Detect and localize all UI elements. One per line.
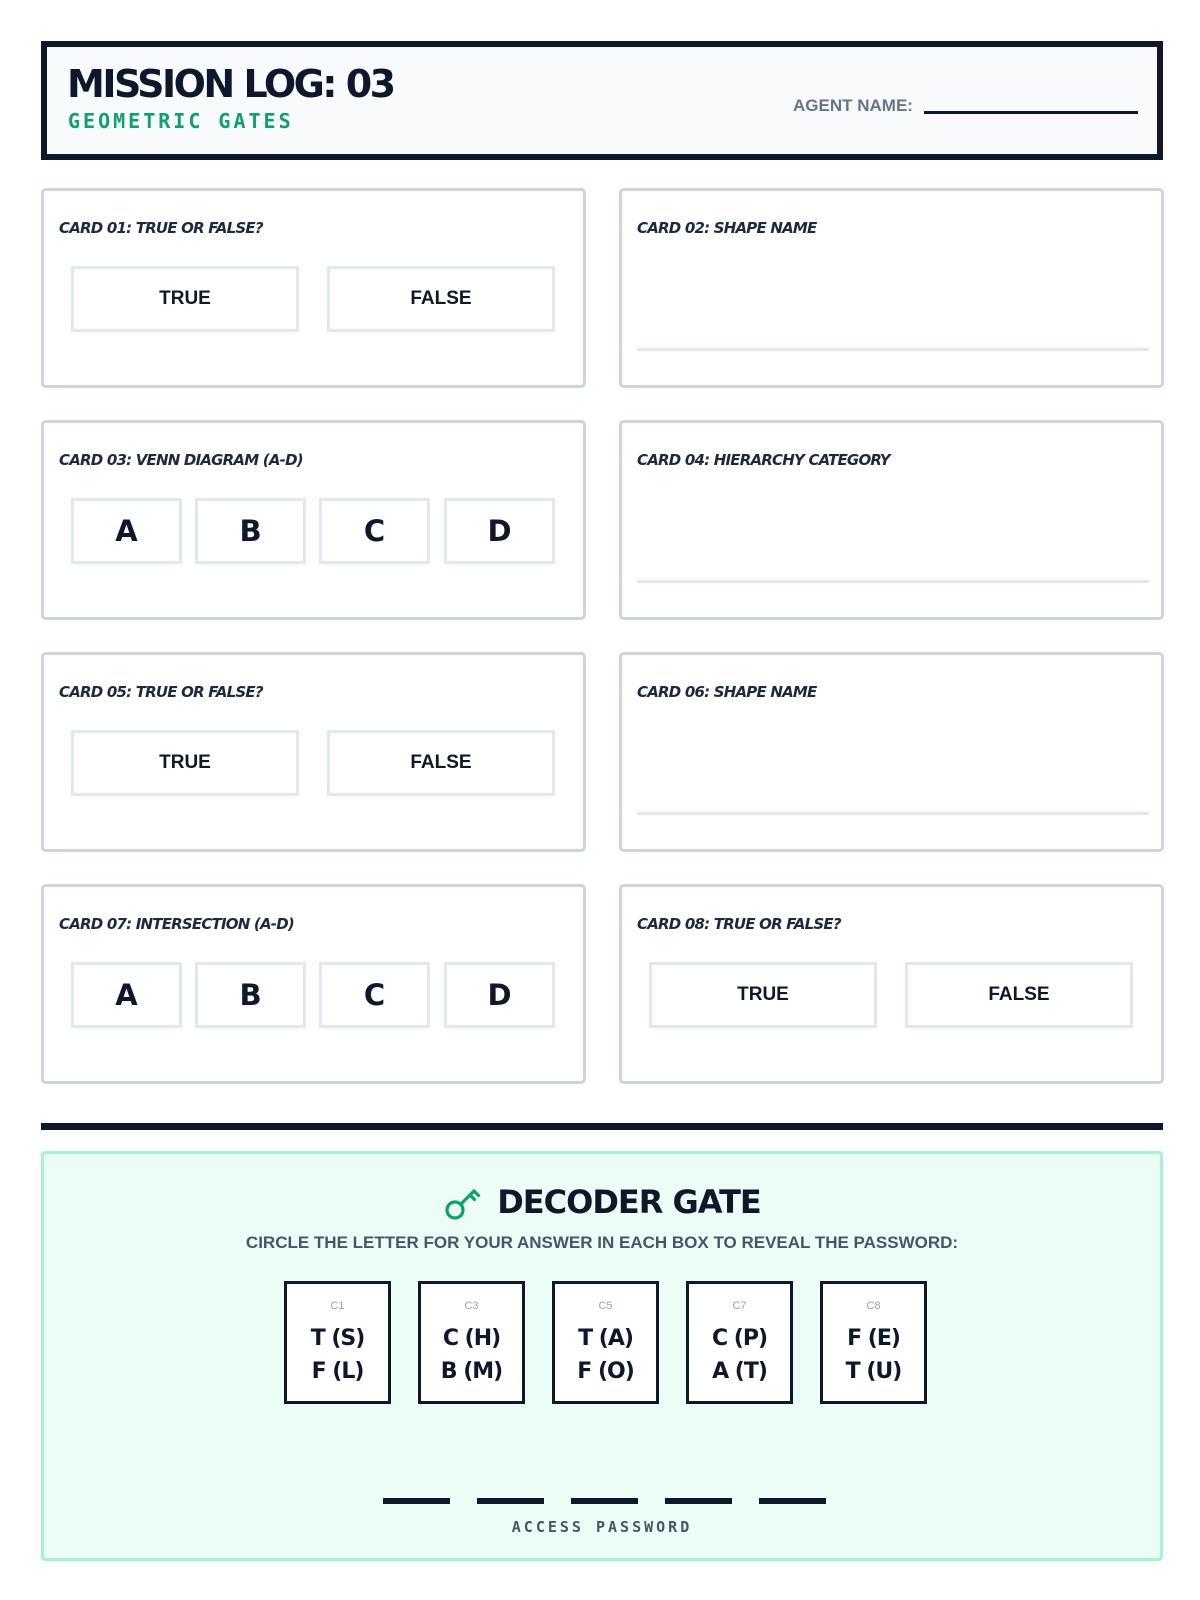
agent-name-field[interactable]	[924, 111, 1138, 114]
card-05	[41, 652, 586, 852]
code-option-2[interactable]: F (L)	[311, 1359, 364, 1384]
page-subtitle: GEOMETRIC GATES	[68, 109, 294, 133]
card-07	[41, 884, 586, 1084]
card-title: CARD 07: INTERSECTION (A-D)	[59, 915, 294, 933]
answer-line[interactable]	[637, 348, 1149, 351]
password-label: ACCESS PASSWORD	[511, 1518, 693, 1536]
card-06	[619, 652, 1164, 852]
password-blank-5[interactable]	[759, 1498, 826, 1504]
code-option-2[interactable]: A (T)	[712, 1359, 767, 1384]
option-a[interactable]: A	[71, 498, 182, 564]
code-option-1[interactable]: C (H)	[442, 1326, 501, 1351]
card-title: CARD 03: VENN DIAGRAM (A-D)	[59, 451, 303, 469]
decoder-gate	[41, 1151, 1163, 1561]
code-box-c1[interactable]	[284, 1281, 391, 1404]
card-title: CARD 01: TRUE OR FALSE?	[59, 219, 263, 237]
option-d[interactable]: D	[444, 498, 555, 564]
card-02	[619, 188, 1164, 388]
code-option-2[interactable]: F (O)	[577, 1359, 634, 1384]
card-title: CARD 04: HIERARCHY CATEGORY	[637, 451, 890, 469]
decoder-instructions: CIRCLE THE LETTER FOR YOUR ANSWER IN EACH BOX TO REVEAL THE PASSWORD:	[245, 1233, 959, 1252]
option-c[interactable]: C	[319, 498, 430, 564]
card-title: CARD 08: TRUE OR FALSE?	[637, 915, 841, 933]
card-title: CARD 05: TRUE OR FALSE?	[59, 683, 263, 701]
card-08	[619, 884, 1164, 1084]
code-box-c3[interactable]	[418, 1281, 525, 1404]
false-option[interactable]: FALSE	[327, 730, 555, 796]
agent-name-label: AGENT NAME:	[793, 96, 913, 115]
code-option-1[interactable]: F (E)	[847, 1326, 900, 1351]
true-option[interactable]: TRUE	[71, 730, 299, 796]
code-box-c8[interactable]	[820, 1281, 927, 1404]
code-box-id: C1	[330, 1300, 345, 1312]
code-box-id: C5	[598, 1300, 613, 1312]
answer-line[interactable]	[637, 580, 1149, 583]
card-03	[41, 420, 586, 620]
decoder-title: DECODER GATE	[497, 1183, 761, 1221]
card-title: CARD 06: SHAPE NAME	[637, 683, 817, 701]
password-blank-1[interactable]	[383, 1498, 450, 1504]
page-title: MISSION LOG: 03	[67, 62, 394, 106]
card-01	[41, 188, 586, 388]
code-option-2[interactable]: T (U)	[845, 1359, 902, 1384]
mission-header	[41, 41, 1163, 160]
code-box-c5[interactable]	[552, 1281, 659, 1404]
false-option[interactable]: FALSE	[905, 962, 1133, 1028]
decoder-heading	[44, 1182, 1160, 1222]
code-option-1[interactable]: T (A)	[578, 1326, 633, 1351]
code-option-2[interactable]: B (M)	[440, 1359, 503, 1384]
true-option[interactable]: TRUE	[71, 266, 299, 332]
key-icon	[443, 1182, 483, 1222]
card-title: CARD 02: SHAPE NAME	[637, 219, 817, 237]
code-option-1[interactable]: T (S)	[310, 1326, 365, 1351]
section-divider	[41, 1123, 1163, 1130]
option-c[interactable]: C	[319, 962, 430, 1028]
true-option[interactable]: TRUE	[649, 962, 877, 1028]
card-04	[619, 420, 1164, 620]
code-box-c7[interactable]	[686, 1281, 793, 1404]
false-option[interactable]: FALSE	[327, 266, 555, 332]
answer-line[interactable]	[637, 812, 1149, 815]
password-blank-4[interactable]	[665, 1498, 732, 1504]
code-box-id: C8	[866, 1300, 881, 1312]
code-box-id: C7	[732, 1300, 747, 1312]
option-b[interactable]: B	[195, 962, 306, 1028]
password-blank-3[interactable]	[571, 1498, 638, 1504]
option-b[interactable]: B	[195, 498, 306, 564]
code-box-id: C3	[464, 1300, 479, 1312]
option-a[interactable]: A	[71, 962, 182, 1028]
code-option-1[interactable]: C (P)	[711, 1326, 768, 1351]
option-d[interactable]: D	[444, 962, 555, 1028]
password-blank-2[interactable]	[477, 1498, 544, 1504]
